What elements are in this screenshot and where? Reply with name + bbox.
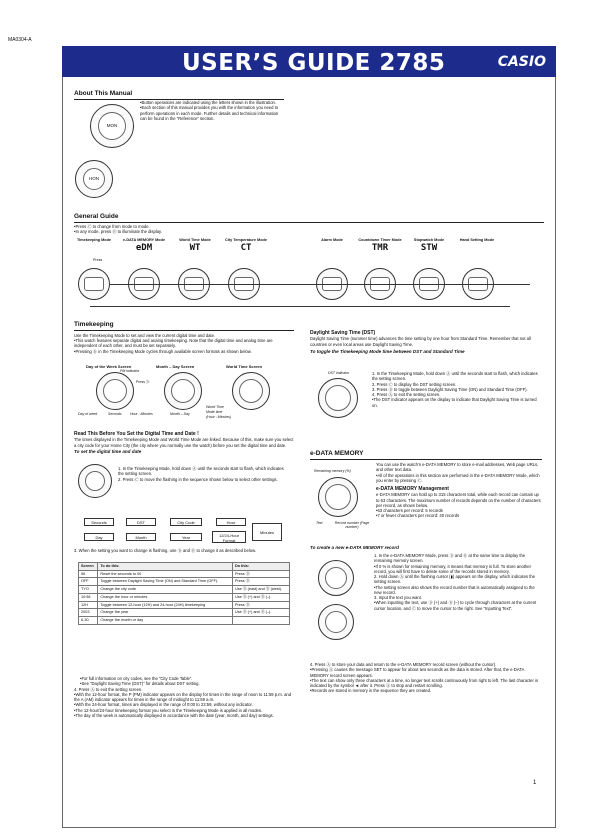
edata-mgmt-text: e-DATA MEMORY can hold up to 315 characters total, while each record can contain up to 63 characters. The maximum number of records depends on the number of characters per record, as shown below. [376,492,541,508]
setting-table [78,562,290,625]
table-cell: OFF [79,578,98,586]
mode-edata [122,238,166,254]
timekeeping-bullet: • This watch features separate digital and analog timekeeping. Note that the digital time and analog time are independent of each other, and must be set separately. [74,338,294,349]
edata-create-watch-1 [318,560,354,596]
table-header-row [79,563,290,571]
table-cell: Toggle between Daylight Saving Time (ON) and Standard Time (OFF). [98,578,233,586]
general-section [74,213,544,223]
day-of-week-label: Day of week [78,412,98,416]
table-cell: Use Ⓓ (east) and Ⓑ (west). [232,586,289,594]
edata-bullet: • All of the operations in this section are performed in the e-DATA MEMORY Mode, which you enter by pressing Ⓒ. [376,473,542,484]
table-cell: Toggle between 12-hour (12H) and 24-hour (24H) timekeeping [98,601,233,609]
dst-toggle-heading: To toggle the Timekeeping Mode time between DST and Standard Time [310,348,465,354]
set-time-steps [118,466,288,482]
screen-watch-world [232,372,270,410]
edata-final-step: 4. Press Ⓐ to store your data and return to the e-DATA MEMORY record screen (without the cursor). [310,662,497,667]
timekeeping-intro: Use the Timekeeping Mode to set and view the current digital time and date. [74,332,216,338]
screen-watch-day [96,372,134,410]
mode-timekeeping [74,238,114,243]
final-note: • The day of the week is automatically displayed in accordance with the date (year, month, and day) settings. [74,713,296,718]
set-time-watch-face [85,471,105,491]
mode-name: Hand Setting Mode [459,238,495,242]
edata-rule [310,459,542,460]
step-3: 3. When the setting you want to change is flashing, use Ⓓ and Ⓑ to change it as described below. [74,548,257,553]
dst-text: Daylight Saving Time (summer time) advances the time setting by one hour from Standard Time. Remember that not all countries or even local areas use Daylight Saving Time. [310,336,531,347]
edata-watch [318,477,358,517]
table-row [79,578,290,586]
mode-stopwatch [407,238,451,254]
watch-face-label: MON [106,123,118,129]
watch-face-small-label: HON [89,176,99,182]
mode-name: Stopwatch Mode [413,238,445,242]
remaining-memory-label: Remaining memory (%) [314,469,351,473]
edata-create-steps [374,553,542,611]
screen-watch-month [164,372,202,410]
edata-create-note: • If 0 % is shown for remaining memory, it means that memory is full. To store another record, you will first have to delete some of the records stored in memory. [374,564,542,575]
table-cell: Change the month or day [98,617,233,625]
title-banner [62,46,556,77]
table-cell: Change the hour or minutes [98,593,233,601]
mode-city-temp [222,238,270,254]
edata-watch-face [325,484,351,510]
table-cell: Press Ⓓ. [232,601,289,609]
table-cell: 10:58 [79,593,98,601]
edata-mgmt-heading: e-DATA MEMORY Management [376,486,449,492]
page-border-left [62,77,63,827]
screen-title-day: Day of the Week Screen [86,364,132,369]
edata-create-step: 3. Input the text you want. [374,595,422,600]
seq-minutes: Minutes [252,523,282,541]
edata-create-heading: To create a new e-DATA MEMORY record [310,545,399,550]
set-time-heading: To set the digital time and date [74,448,142,454]
edata-create-step: 1. In the e-DATA MEMORY Mode, press Ⓓ and Ⓑ at the same time to display the remaining memory screen. [374,553,526,564]
final-note: • With the 12-hour format, the P (PM) indicator appears on the display for times in the range of noon to 11:59 p.m. and the A (AM) indicator appears for times in the range of midnight to 11:59 a.m. [74,692,296,703]
mode-alarm [312,238,352,243]
hour-minutes-paren-label: (Hour : Minutes) [206,415,232,419]
general-heading: General Guide [74,213,119,220]
hour-minutes-label: Hour : Minutes [130,412,153,416]
press-label: Press [93,258,103,262]
set-time-watch [78,464,112,498]
mode-countdown [358,238,402,254]
table-header: Do this: [232,563,289,571]
page-border-bottom [62,827,556,828]
dst-step: 3. Press Ⓓ to toggle between Daylight Saving Time (ON) and Standard Time (OFF). [372,386,528,392]
mode-display: eDM [135,242,153,253]
brand-logo: CASIO [497,54,546,70]
about-bullet: • Each section of this manual provides you with the information you need to perform operations in each mode. Further details and technical information can be found in the “Reference” section. [140,105,280,121]
dst-indicator-label: DST indicator [328,371,350,375]
dst-watch-face [325,385,351,411]
edata-create-note: • The setting screen also shows the record number that is automatically assigned to the new record. [374,585,542,596]
table-cell: Use Ⓓ (+) and Ⓑ (–). [232,609,289,617]
edata-final-note: • Pressing Ⓐ causes the message SET to appear for about two seconds as the data is stored. After that, the e-DATA MEMORY record screen appears. [310,667,542,678]
table-cell: Use Ⓓ (+) and Ⓑ (–). [232,593,289,601]
dst-section [310,330,542,354]
seq-month: Month [126,533,156,541]
mode-display: WT [189,242,201,253]
mode-display: TMR [371,242,389,253]
seq-dst: DST [126,518,156,526]
table-cell: 2003 [79,609,98,617]
guide-title: USER’S GUIDE 2785 [182,50,446,76]
seq-seconds: Seconds [84,518,114,526]
edata-create-watch-face [325,611,347,633]
screen-watch-face [171,379,195,403]
dst-steps [372,371,542,408]
dst-step: 4. Press Ⓐ to exit the setting screen. [372,392,441,397]
set-time-step: 1. In the Timekeeping Mode, hold down Ⓐ until the seconds start to flash, which indicates the setting screen. [118,466,284,477]
edata-create-step: 2. Hold down Ⓐ until the flashing cursor (▮) appears on the display, which indicates the setting screen. [374,574,535,585]
mode-hand-setting [455,238,499,243]
edata-heading: e-DATA MEMORY [310,450,364,457]
table-row [79,609,290,617]
watch-face-small [83,168,105,190]
edata-create-note: • When inputting the text, use Ⓓ (+) and Ⓑ (–) to cycle through characters at the current cursor location, and Ⓒ to move the cursor to the right. See “Inputting Text”. [374,600,542,611]
dst-step: 2. Press Ⓒ to display the DST setting screen. [372,381,457,387]
table-cell: 56 [79,570,98,578]
table-header: Screen [79,563,98,571]
mode-display: STW [420,242,438,253]
watch-illustration-small [75,160,113,198]
general-bullet: • Press Ⓒ to change from mode to mode. [74,224,274,229]
general-bullets [74,224,274,235]
about-bullet: • Button operations are indicated using the letters shown in the illustration. [140,100,280,105]
timekeeping-rule [74,330,294,331]
seconds-label: Seconds [108,412,122,416]
seq-year: Year [170,533,202,541]
table-cell: TYO [79,586,98,594]
mode-name: City Temperature Mode [225,238,267,242]
timekeeping-section [74,321,294,354]
final-note: • The 12-hour/24-hour timekeeping format you select in the Timekeeping Mode is applied in all modes. [74,708,296,713]
seq-12-24-format: 12/24-Hour Format [212,531,246,543]
final-note: • With the 24-hour format, times are displayed in the range of 0:00 to 23:59, without any indicator. [74,702,296,707]
table-row [79,570,290,578]
world-time-label: World Time [206,405,224,409]
edata-create-watch-2 [318,604,354,640]
watch-face [98,112,126,140]
edata-create-heading-block [310,545,542,551]
mode-name: Alarm Mode [321,238,343,242]
mode-return-arrow [90,306,510,307]
page-number: 1 [533,780,537,786]
mode-time-label: Mode time [206,410,223,414]
edata-final-block [310,662,542,694]
mode-display: CT [240,242,252,253]
watch-illustration [90,104,134,148]
screen-watch-face [103,379,127,403]
mode-watch-timekeeping [78,268,110,300]
table-header: To do this: [98,563,233,571]
final-step: 4. Press Ⓐ to exit the setting screen. [74,686,143,692]
table-row [79,593,290,601]
text-label: Text [316,521,323,525]
table-note: • See “Daylight Saving Time (DST)” for details about DST setting. [80,681,296,686]
dst-heading: Daylight Saving Time (DST) [310,330,376,336]
read-before-heading: Read This Before You Set the Digital Time and Date ! [74,431,199,437]
table-note: • For full information on city codes, see the “City Code Table”. [80,676,296,681]
mode-name: World Time Mode [179,238,211,242]
edata-intro: You can use the watch’s e-DATA MEMORY to store e-mail addresses, Web page URLs, and other text data. [376,462,539,473]
table-row [79,586,290,594]
page-border-right [555,77,556,827]
press-d-label: Press Ⓓ [136,380,150,384]
screen-watch-face [239,379,263,403]
mode-watch-face [84,277,104,291]
read-before-text: The times displayed in the Timekeeping Mode and World Time Mode are linked. Because of this, make sure you select a city code for your Home City (the city where you normally use the watch) before you set the digital time and date. [74,437,294,448]
table-row [79,617,290,625]
seq-city-code: City Code [170,518,202,526]
table-cell: Press Ⓓ. [232,578,289,586]
table-cell: Press Ⓓ. [232,570,289,578]
timekeeping-bullet: • Pressing Ⓓ in the Timekeeping Mode cycles through available screen formats as shown below. [74,349,294,354]
dst-watch [318,378,358,418]
timekeeping-heading: Timekeeping [74,321,114,328]
seq-day: Day [84,533,114,541]
seq-hour: Hour [216,518,246,526]
edata-mgmt-bullet: • 7 or fewer characters per record: 40 records [376,513,542,518]
mode-name: Timekeeping Mode [76,238,112,242]
edata-intro-block [376,462,542,519]
mode-name: e-DATA MEMORY Mode [122,238,166,242]
about-heading: About This Manual [74,90,133,97]
document-id: MA0304-A [8,37,32,43]
month-day-label: Month – Day [170,412,190,416]
edata-section [310,450,542,460]
table-cell [232,617,289,625]
general-rule [74,222,544,223]
general-bullet: • In any mode, press Ⓑ to illuminate the display. [74,229,274,234]
table-cell: 12H [79,601,98,609]
mode-world-time [175,238,215,254]
edata-create-watch-face [325,567,347,589]
dst-step: 1. In the Timekeeping Mode, hold down Ⓐ until the seconds start to flash, which indicates the setting screen. [372,371,538,382]
set-time-step: 2. Press Ⓒ to move the flashing in the sequence shown below to select other settings. [118,476,278,482]
timekeeping-notes [74,676,296,718]
edata-mgmt-bullet: • 63 characters per record: 5 records [376,508,542,513]
table-cell: Change the city code [98,586,233,594]
table-cell: Reset the seconds to 00 [98,570,233,578]
mode-flow-arrow [110,284,530,285]
edata-final-note: • The text can show only three characters at a time, so longer text scrolls continuously from right to left. The last character is indicated by the symbol ◄ after it. Press Ⓐ to stop and restart scrolling. [310,678,542,689]
read-before-block [74,431,294,454]
record-number-label: Record number (Page number) [334,521,370,530]
table-cell: Change the year [98,609,233,617]
about-bullets [140,100,280,121]
screen-title-world: World Time Screen [226,364,263,369]
edata-final-note: • Records are stored in memory in the sequence they are created. [310,688,542,693]
pm-indicator-label: PM indicator [120,369,140,373]
dst-note: • The DST indicator appears on the display to indicate that Daylight Saving Time is turned on. [372,397,542,408]
table-row [79,601,290,609]
screen-title-month: Month – Day Screen [156,364,195,369]
about-section [74,90,284,100]
table-cell: 6-30 [79,617,98,625]
mode-name: Countdown Timer Mode [358,238,402,242]
